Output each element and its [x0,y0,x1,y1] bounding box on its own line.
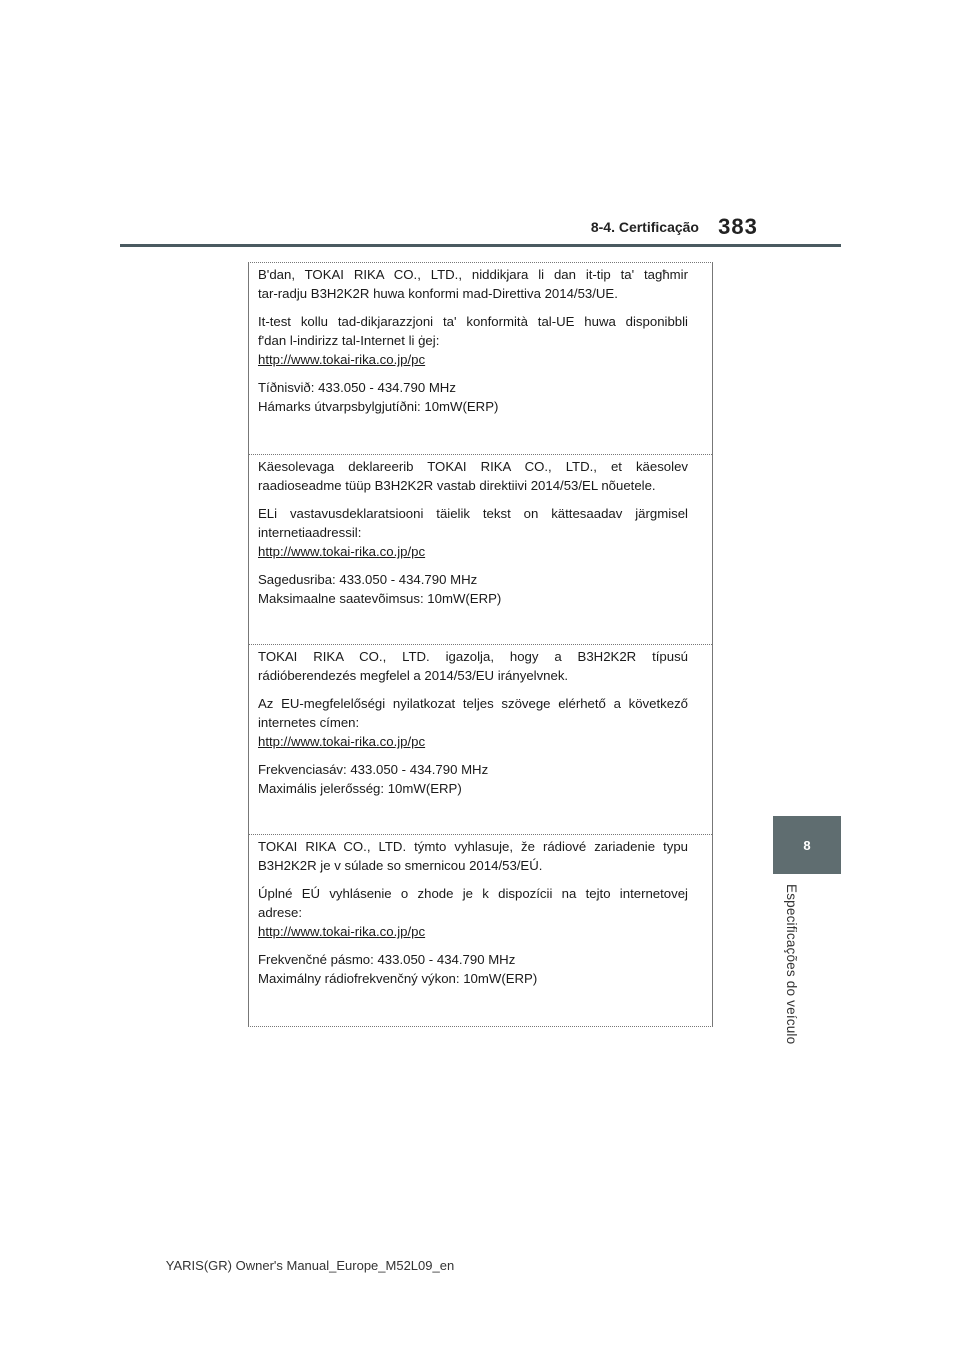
frequency-band: Sagedusriba: 433.050 - 434.790 MHz [258,572,478,587]
max-power: Maksimaalne saatevõimsus: 10mW(ERP) [258,591,502,606]
max-power: Maximális jelerősség: 10mW(ERP) [258,781,462,796]
text-line: f'dan l-indirizz tal-Internet li ġej: [258,333,440,348]
text-line: B'dan, TOKAI RIKA CO., LTD., niddikjara li dan it-tip ta' tagħmir [258,267,688,282]
certification-link[interactable]: http://www.tokai-rika.co.jp/pc [258,352,426,367]
certification-box [248,262,713,1027]
max-power: Hámarks útvarpsbylgjutíðni: 10mW(ERP) [258,399,499,414]
certification-link[interactable]: http://www.tokai-rika.co.jp/pc [258,734,426,749]
text-line: ELi vastavusdeklaratsiooni täielik tekst on kättesaadav järgmisel [258,506,688,521]
availability-paragraph [258,312,688,369]
spec-paragraph [258,760,688,798]
certification-section-hungarian [249,644,712,807]
chapter-tab [773,816,841,874]
frequency-band: Frekvenčné pásmo: 433.050 - 434.790 MHz [258,952,516,967]
spec-paragraph [258,378,688,416]
max-power: Maximálny rádiofrekvenčný výkon: 10mW(ERP) [258,971,538,986]
header-divider [120,244,841,247]
text-line: It-test kollu tad-dikjarazzjoni ta' konformità tal-UE huwa disponibbli [258,314,688,329]
manual-footer: YARIS(GR) Owner's Manual_Europe_M52L09_en [165,1258,455,1273]
certification-section-maltese [249,263,712,425]
spec-paragraph [258,570,688,608]
text-line: tar-radju B3H2K2R huwa konformi mad-Direttiva 2014/53/UE. [258,286,618,301]
text-line: Käesolevaga deklareerib TOKAI RIKA CO., LTD., et käesolev [258,459,688,474]
spec-paragraph [258,950,688,988]
text-line: Úplné EÚ vyhlásenie o zhode je k dispozícii na tejto internetovej [258,886,688,901]
certification-link[interactable]: http://www.tokai-rika.co.jp/pc [258,924,426,939]
declaration-paragraph [258,265,688,303]
certification-link[interactable]: http://www.tokai-rika.co.jp/pc [258,544,426,559]
chapter-title: Especificações do veículo [784,884,799,1045]
frequency-band: Frekvenciasáv: 433.050 - 434.790 MHz [258,762,489,777]
text-line: rádióberendezés megfelel a 2014/53/EU irányelvnek. [258,668,569,683]
text-line: TOKAI RIKA CO., LTD. igazolja, hogy a B3H2K2R típusú [258,649,688,664]
page-number: 383 [718,214,758,239]
availability-paragraph [258,694,688,751]
text-line: internetes címen: [258,715,360,730]
chapter-number: 8 [803,837,811,853]
declaration-paragraph [258,837,688,875]
frequency-band: Tíðnisvið: 433.050 - 434.790 MHz [258,380,456,395]
text-line: Az EU-megfelelőségi nyilatkozat teljes szövege elérhető a következő [258,696,688,711]
declaration-paragraph [258,457,688,495]
text-line: B3H2K2R je v súlade so smernicou 2014/53/EÚ. [258,858,543,873]
section-heading: 8-4. Certificação [590,219,699,235]
text-line: internetiaadressil: [258,525,362,540]
declaration-paragraph [258,647,688,685]
availability-paragraph [258,884,688,941]
availability-paragraph [258,504,688,561]
text-line: TOKAI RIKA CO., LTD. týmto vyhlasuje, že rádiové zariadenie typu [258,839,688,854]
text-line: adrese: [258,905,302,920]
certification-section-slovak [249,834,712,997]
certification-section-estonian [249,454,712,617]
text-line: raadioseadme tüüp B3H2K2R vastab direktiivi 2014/53/EL nõuetele. [258,478,656,493]
